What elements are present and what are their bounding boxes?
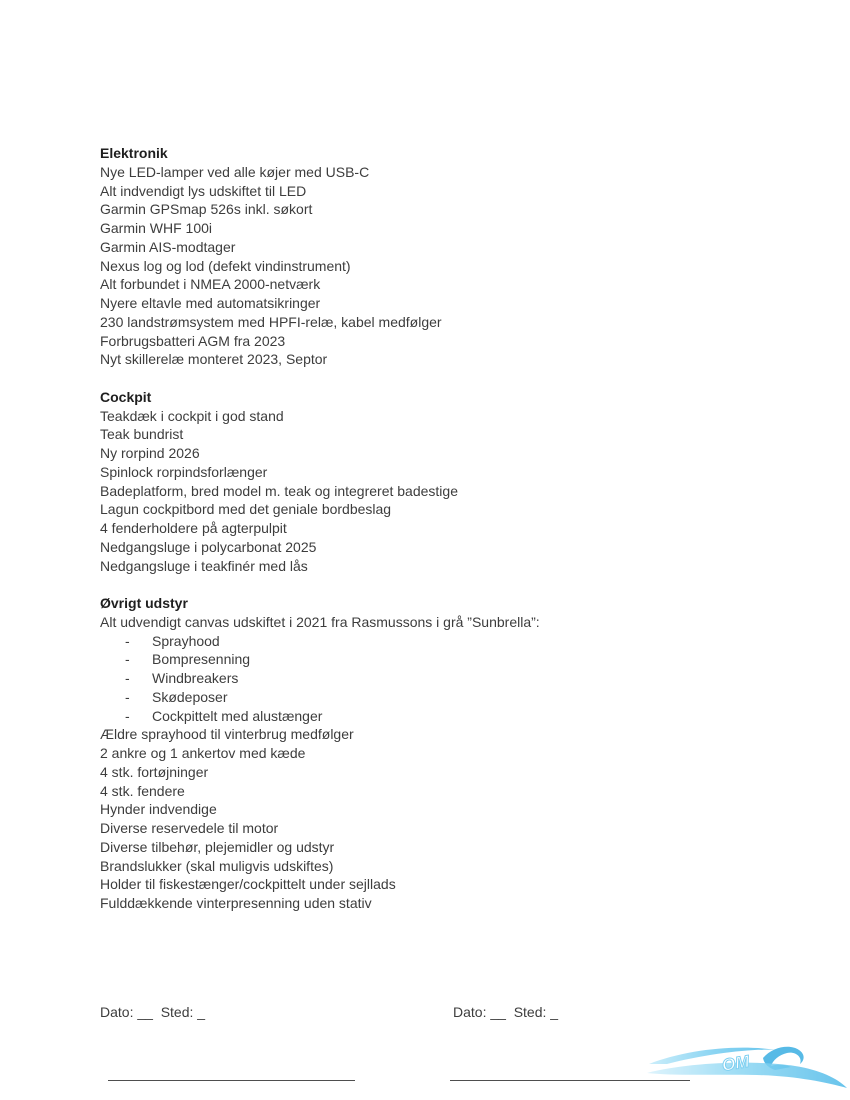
list-item: Nexus log og lod (defekt vindinstrument)	[100, 257, 351, 274]
section-heading: Cockpit	[100, 388, 152, 405]
section-elektronik	[100, 144, 740, 369]
bullet-dash: -	[125, 688, 130, 705]
list-item	[100, 688, 740, 707]
logo-text-fragment: OM	[720, 1051, 751, 1075]
list-item-text: Sprayhood	[152, 632, 220, 649]
date-place-line-right: Dato: __ Sted: _	[453, 1004, 559, 1020]
list-item	[100, 669, 740, 688]
list-item: Garmin WHF 100i	[100, 220, 213, 236]
list-item: Alt indvendigt lys udskiftet til LED	[100, 182, 307, 199]
list-item	[100, 632, 740, 651]
list-item: Spinlock rorpindsforlænger	[100, 463, 268, 480]
bullet-dash: -	[125, 707, 130, 724]
list-item: Teak bundrist	[100, 426, 184, 443]
list-item: Teakdæk i cockpit i god stand	[100, 407, 284, 424]
list-item: Alt forbundet i NMEA 2000-netværk	[100, 276, 321, 293]
list-item: Lagun cockpitbord med det geniale bordbeslag	[100, 501, 392, 518]
list-item: 230 landstrømsystem med HPFI-relæ, kabel medfølger	[100, 313, 442, 330]
list-item: Diverse tilbehør, plejemidler og udstyr	[100, 838, 335, 855]
list-item: Badeplatform, bred model m. teak og integreret badestige	[100, 482, 458, 499]
list-item: Fulddækkende vinterpresenning uden stativ	[100, 895, 372, 911]
list-item: Alt udvendigt canvas udskiftet i 2021 fra Rasmussons i grå ”Sunbrella”:	[100, 613, 540, 630]
wave-upper-swoosh	[649, 1048, 777, 1064]
section-heading: Elektronik	[100, 145, 168, 161]
list-item	[100, 650, 740, 669]
list-item: Hynder indvendige	[100, 801, 217, 818]
list-item: Holder til fiskestænger/cockpittelt under sejllads	[100, 876, 396, 893]
list-item: Diverse reservedele til motor	[100, 820, 279, 836]
section-heading: Øvrigt udstyr	[100, 595, 188, 611]
list-item: Garmin GPSmap 526s inkl. søkort	[100, 201, 313, 218]
bullet-dash: -	[125, 632, 130, 649]
list-item: Brandslukker (skal muligvis udskiftes)	[100, 857, 334, 874]
list-item	[100, 707, 740, 726]
list-item-text: Skødeposer	[152, 688, 228, 705]
list-item-text: Cockpittelt med alustænger	[152, 707, 323, 724]
list-item-text: Bompresenning	[152, 651, 251, 668]
list-item-text: Windbreakers	[152, 670, 239, 686]
section-ovrigt-udstyr	[100, 594, 740, 913]
list-item: Forbrugsbatteri AGM fra 2023	[100, 332, 286, 349]
list-item: Garmin AIS-modtager	[100, 238, 236, 255]
list-item: Ældre sprayhood til vinterbrug medfølger	[100, 726, 354, 743]
date-place-line-left: Dato: __ Sted: _	[100, 1004, 206, 1020]
list-item: Nedgangsluge i polycarbonat 2025	[100, 538, 317, 555]
list-item: 4 stk. fendere	[100, 782, 185, 799]
section-cockpit	[100, 388, 740, 576]
list-item: 2 ankre og 1 ankertov med kæde	[100, 745, 306, 761]
signature-line-left	[108, 1080, 355, 1081]
bullet-dash: -	[125, 651, 130, 668]
list-item: 4 stk. fortøjninger	[100, 763, 209, 780]
bullet-dash: -	[125, 670, 130, 686]
equipment-list	[100, 144, 740, 913]
list-item: Nedgangsluge i teakfinér med lås	[100, 557, 308, 574]
wave-logo	[645, 1040, 850, 1098]
list-item: Nye LED-lamper ved alle køjer med USB-C	[100, 163, 370, 180]
list-item: Ny rorpind 2026	[100, 445, 200, 461]
list-item: 4 fenderholdere på agterpulpit	[100, 520, 287, 536]
list-item: Nyt skillerelæ monteret 2023, Septor	[100, 351, 328, 368]
list-item: Nyere eltavle med automatsikringer	[100, 295, 321, 311]
